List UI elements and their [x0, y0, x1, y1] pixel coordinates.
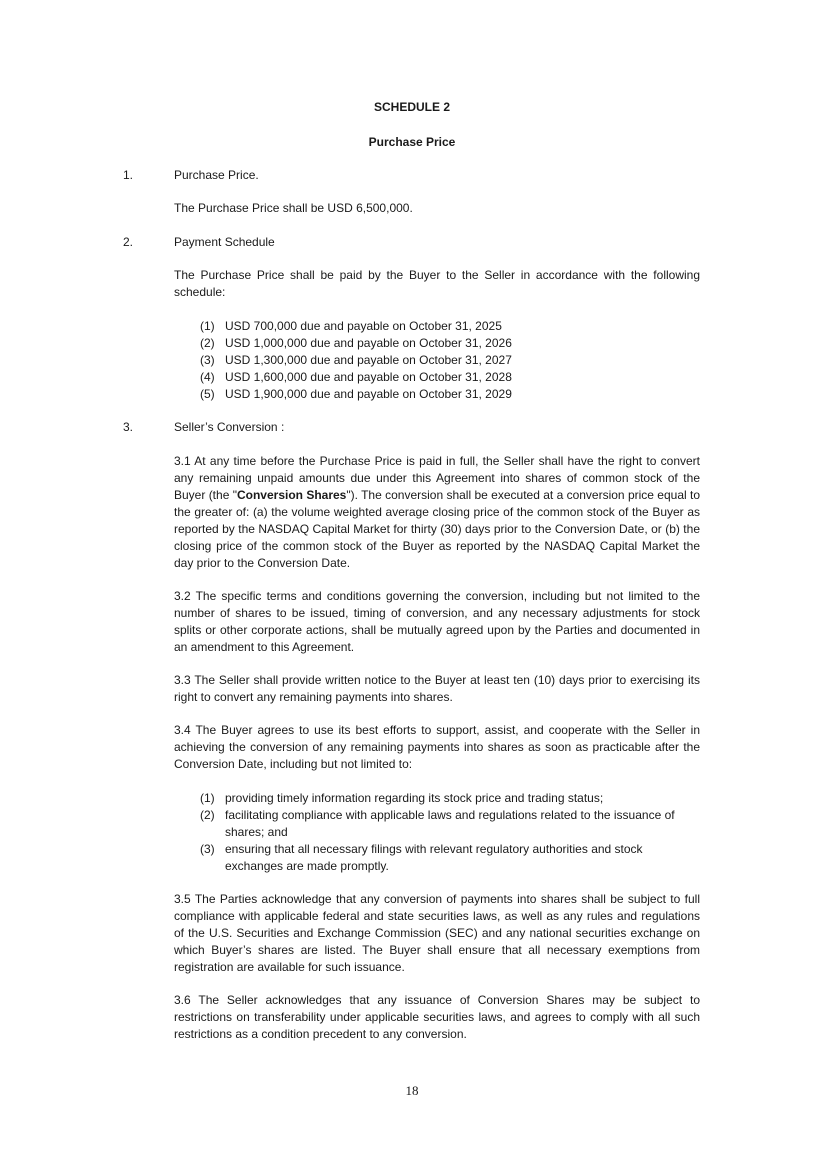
- section-1-body: The Purchase Price shall be USD 6,500,000.: [174, 201, 413, 215]
- payment-schedule-list: [200, 318, 695, 403]
- defined-term-conversion-shares: Conversion Shares: [236, 488, 347, 502]
- paragraph-3-1-text-a: 3.1 At any time before the Purchase Price is paid in full, the Seller shall have the right to convert any remaining unpaid amounts due under this Agreement into shares of common stock of the Buyer (the ": [174, 454, 700, 502]
- paragraph-3-1: [174, 453, 700, 572]
- payment-text: USD 1,300,000 due and payable on October 31, 2027: [225, 353, 512, 367]
- list-marker: (3): [200, 353, 215, 367]
- section-1-heading: Purchase Price.: [174, 168, 259, 182]
- list-marker: (3): [200, 842, 215, 856]
- schedule-title: SCHEDULE 2: [373, 100, 450, 114]
- paragraph-3-3: 3.3 The Seller shall provide written notice to the Buyer at least ten (10) days prior to exercising its right to convert any remaining payments into shares.: [174, 673, 700, 704]
- list-item: [200, 335, 695, 352]
- paragraph-3-5: 3.5 The Parties acknowledge that any conversion of payments into shares shall be subject to full compliance with applicable federal and state securities laws, as well as any rules and regulations of the U.S. Securities and Exchange Commission (SEC) and any national securities exchange on which Buyer’s shares are listed. The Buyer shall ensure that all necessary exemptions from registration are available for such issuance.: [174, 892, 700, 974]
- list-marker: (1): [200, 319, 215, 333]
- section-2-heading: Payment Schedule: [174, 235, 275, 249]
- section-2-number: 2.: [123, 235, 134, 249]
- payment-text: USD 1,900,000 due and payable on October 31, 2029: [225, 387, 512, 401]
- paragraph-3-2: 3.2 The specific terms and conditions governing the conversion, including but not limited to the number of shares to be issued, timing of conversion, and any necessary adjustments for stock splits or other corporate actions, shall be mutually agreed upon by the Parties and documented in an amendment to this Agreement.: [174, 589, 700, 654]
- list-item: [200, 386, 695, 403]
- section-3-number: 3.: [123, 420, 134, 434]
- list-item: [200, 369, 695, 386]
- list-item: [200, 318, 695, 335]
- list-item-text: facilitating compliance with applicable laws and regulations related to the issuance of shares; and: [225, 808, 675, 839]
- list-marker: (1): [200, 791, 215, 805]
- list-item: [200, 807, 695, 841]
- page-number: 18: [405, 1083, 419, 1098]
- conversion-support-list: [200, 790, 695, 875]
- paragraph-3-4: 3.4 The Buyer agrees to use its best efforts to support, assist, and cooperate with the Seller in achieving the conversion of any remaining payments into shares as soon as practicable after the Conversion Date, including but not limited to:: [174, 723, 700, 771]
- list-marker: (2): [200, 808, 215, 822]
- list-item-text: ensuring that all necessary filings with relevant regulatory authorities and stock exchanges are made promptly.: [225, 842, 643, 873]
- payment-text: USD 1,600,000 due and payable on October 31, 2028: [225, 370, 512, 384]
- list-marker: (2): [200, 336, 215, 350]
- payment-text: USD 700,000 due and payable on October 31, 2025: [225, 319, 502, 333]
- list-item: [200, 841, 695, 875]
- list-item: [200, 790, 695, 807]
- section-2-body: The Purchase Price shall be paid by the Buyer to the Seller in accordance with the following schedule:: [174, 268, 700, 299]
- paragraph-3-6: 3.6 The Seller acknowledges that any issuance of Conversion Shares may be subject to restrictions on transferability under applicable securities laws, and agrees to comply with all such restrictions as a condition precedent to any conversion.: [174, 993, 700, 1041]
- section-3-heading: Seller’s Conversion :: [174, 420, 285, 434]
- payment-text: USD 1,000,000 due and payable on October 31, 2026: [225, 336, 512, 350]
- paragraph-3-1-text-b: "). The conversion shall be executed at a conversion price equal to the greater of: (a) the volume weighted average closing price of the common stock of the Buyer as reported by the NASDAQ Capital Market for thirty (30) days prior to the Conversion Date, or (b) the closing price of the common stock of the Buyer as reported by the NASDAQ Capital Market the day prior to the Conversion Date.: [174, 488, 701, 570]
- list-marker: (4): [200, 370, 215, 384]
- list-item-text: providing timely information regarding its stock price and trading status;: [225, 791, 604, 805]
- section-1-number: 1.: [123, 168, 134, 182]
- list-item: [200, 352, 695, 369]
- schedule-subtitle: Purchase Price: [368, 135, 456, 149]
- list-marker: (5): [200, 387, 215, 401]
